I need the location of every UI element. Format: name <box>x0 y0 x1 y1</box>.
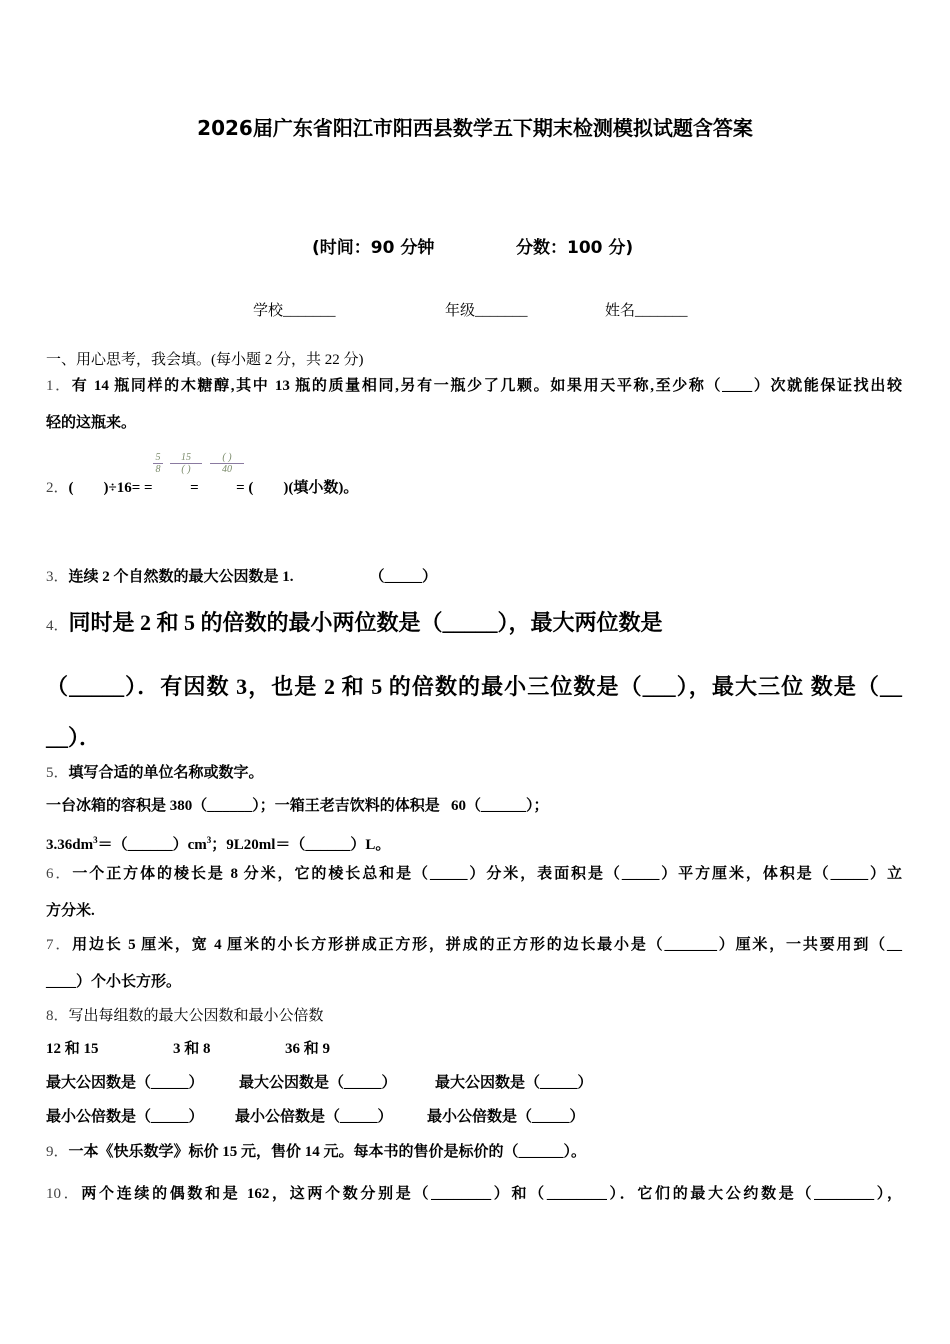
denominator: 8 <box>155 464 161 475</box>
question-4-cont2: __）． <box>46 725 102 750</box>
text: 3.36dm <box>46 837 94 853</box>
grade-field[interactable]: 年级_______ <box>445 303 528 319</box>
question-4-cont: （_____）．有因数 3，也是 2 和 5 的倍数的最小三位数是（___），最大三位 数是（__ <box>46 674 902 699</box>
question-2 <box>46 478 358 498</box>
question-number: 4． <box>46 618 69 634</box>
question-1-cont: 轻的这瓶来。 <box>46 415 137 431</box>
question-number: 7． <box>46 937 73 953</box>
question-number: 2． <box>46 480 69 496</box>
question-7 <box>46 935 902 955</box>
question-number: 5． <box>46 765 69 781</box>
q8-group-2: 3 和 8 <box>173 1041 211 1057</box>
question-5-line1: 一台冰箱的容积是 380（______）；一箱王老吉饮料的体积是 60（______）； <box>46 798 549 814</box>
question-text: 一个正方体的棱长是 8 分米，它的棱长总和是（_____）分米，表面积是（_____）平方厘米，体积是（_____）立 <box>72 866 902 882</box>
school-field[interactable]: 学校_______ <box>253 303 336 319</box>
numerator: 5 <box>153 452 163 464</box>
question-1 <box>46 376 902 396</box>
question-text: ( )÷16= = = = ( )(填小数)。 <box>68 480 359 496</box>
exam-score: 分数：100 分) <box>516 238 634 258</box>
question-4 <box>46 609 663 640</box>
denominator: ( ) <box>181 464 191 475</box>
question-text: 填写合适的单位名称或数字。 <box>68 765 264 781</box>
question-text: 同时是 2 和 5 的倍数的最小两位数是（_____），最大两位数是 <box>68 610 663 635</box>
exam-time: (时间：90 分钟 <box>312 238 435 258</box>
question-text: 两个连续的偶数和是 162，这两个数分别是（________）和（________）．它们的最大公约数是（________）， <box>81 1186 902 1202</box>
text: ＝（______）cm <box>97 837 207 853</box>
document-title: 2026届广东省阳江市阳西县数学五下期末检测模拟试题含答案 <box>197 116 753 140</box>
superscript: 3 <box>93 835 98 845</box>
fraction-blank-40 <box>210 452 244 475</box>
numerator: ( ) <box>210 452 244 464</box>
denominator: 40 <box>222 464 232 475</box>
question-text: 连续 2 个自然数的最大公因数是 1. <box>68 569 294 585</box>
numerator: 15 <box>170 452 202 464</box>
answer-blank[interactable]: （_____） <box>369 569 438 585</box>
question-5-line2 <box>46 830 390 855</box>
superscript: 3 <box>206 835 212 845</box>
gcd-1: 最大公因数是（_____） <box>46 1075 204 1091</box>
q8-group-1: 12 和 15 <box>46 1041 99 1057</box>
question-text: 一本《快乐数学》标价 15 元，售价 14 元。每本书的售价是标价的（______）。 <box>68 1144 587 1160</box>
lcm-3: 最小公倍数是（_____） <box>427 1109 585 1125</box>
question-number: 10． <box>46 1186 82 1202</box>
question-10 <box>46 1184 902 1204</box>
fraction-15-blank <box>170 452 202 475</box>
lcm-2: 最小公倍数是（_____） <box>235 1109 393 1125</box>
question-6-cont: 方分米. <box>46 903 95 919</box>
question-8 <box>46 1006 324 1026</box>
gcd-2: 最大公因数是（_____） <box>239 1075 397 1091</box>
question-text: 写出每组数的最大公因数和最小公倍数 <box>68 1008 324 1024</box>
question-9 <box>46 1142 586 1162</box>
question-text: 有 14 瓶同样的木糖醇,其中 13 瓶的质量相同,另有一瓶少了几颗。如果用天平称,至少称（____）次就能保证找出较 <box>71 378 902 394</box>
gcd-3: 最大公因数是（_____） <box>435 1075 593 1091</box>
lcm-1: 最小公倍数是（_____） <box>46 1109 204 1125</box>
fraction-5-8 <box>153 452 163 475</box>
question-number: 6． <box>46 866 73 882</box>
question-7-cont: ____）个小长方形。 <box>46 974 182 990</box>
section-heading: 一、用心思考，我会填。(每小题 2 分，共 22 分) <box>46 352 364 368</box>
question-number: 8． <box>46 1008 69 1024</box>
name-field[interactable]: 姓名_______ <box>605 303 688 319</box>
text: ；9L20ml＝（______）L。 <box>211 837 391 853</box>
question-5 <box>46 763 264 783</box>
q8-group-3: 36 和 9 <box>285 1041 331 1057</box>
question-6 <box>46 864 902 884</box>
question-3 <box>46 567 437 587</box>
question-number: 1． <box>46 378 72 394</box>
question-number: 3． <box>46 569 69 585</box>
question-text: 用边长 5 厘米，宽 4 厘米的小长方形拼成正方形，拼成的正方形的边长最小是（_______）厘米，一共要用到（__ <box>72 937 902 953</box>
question-number: 9． <box>46 1144 69 1160</box>
